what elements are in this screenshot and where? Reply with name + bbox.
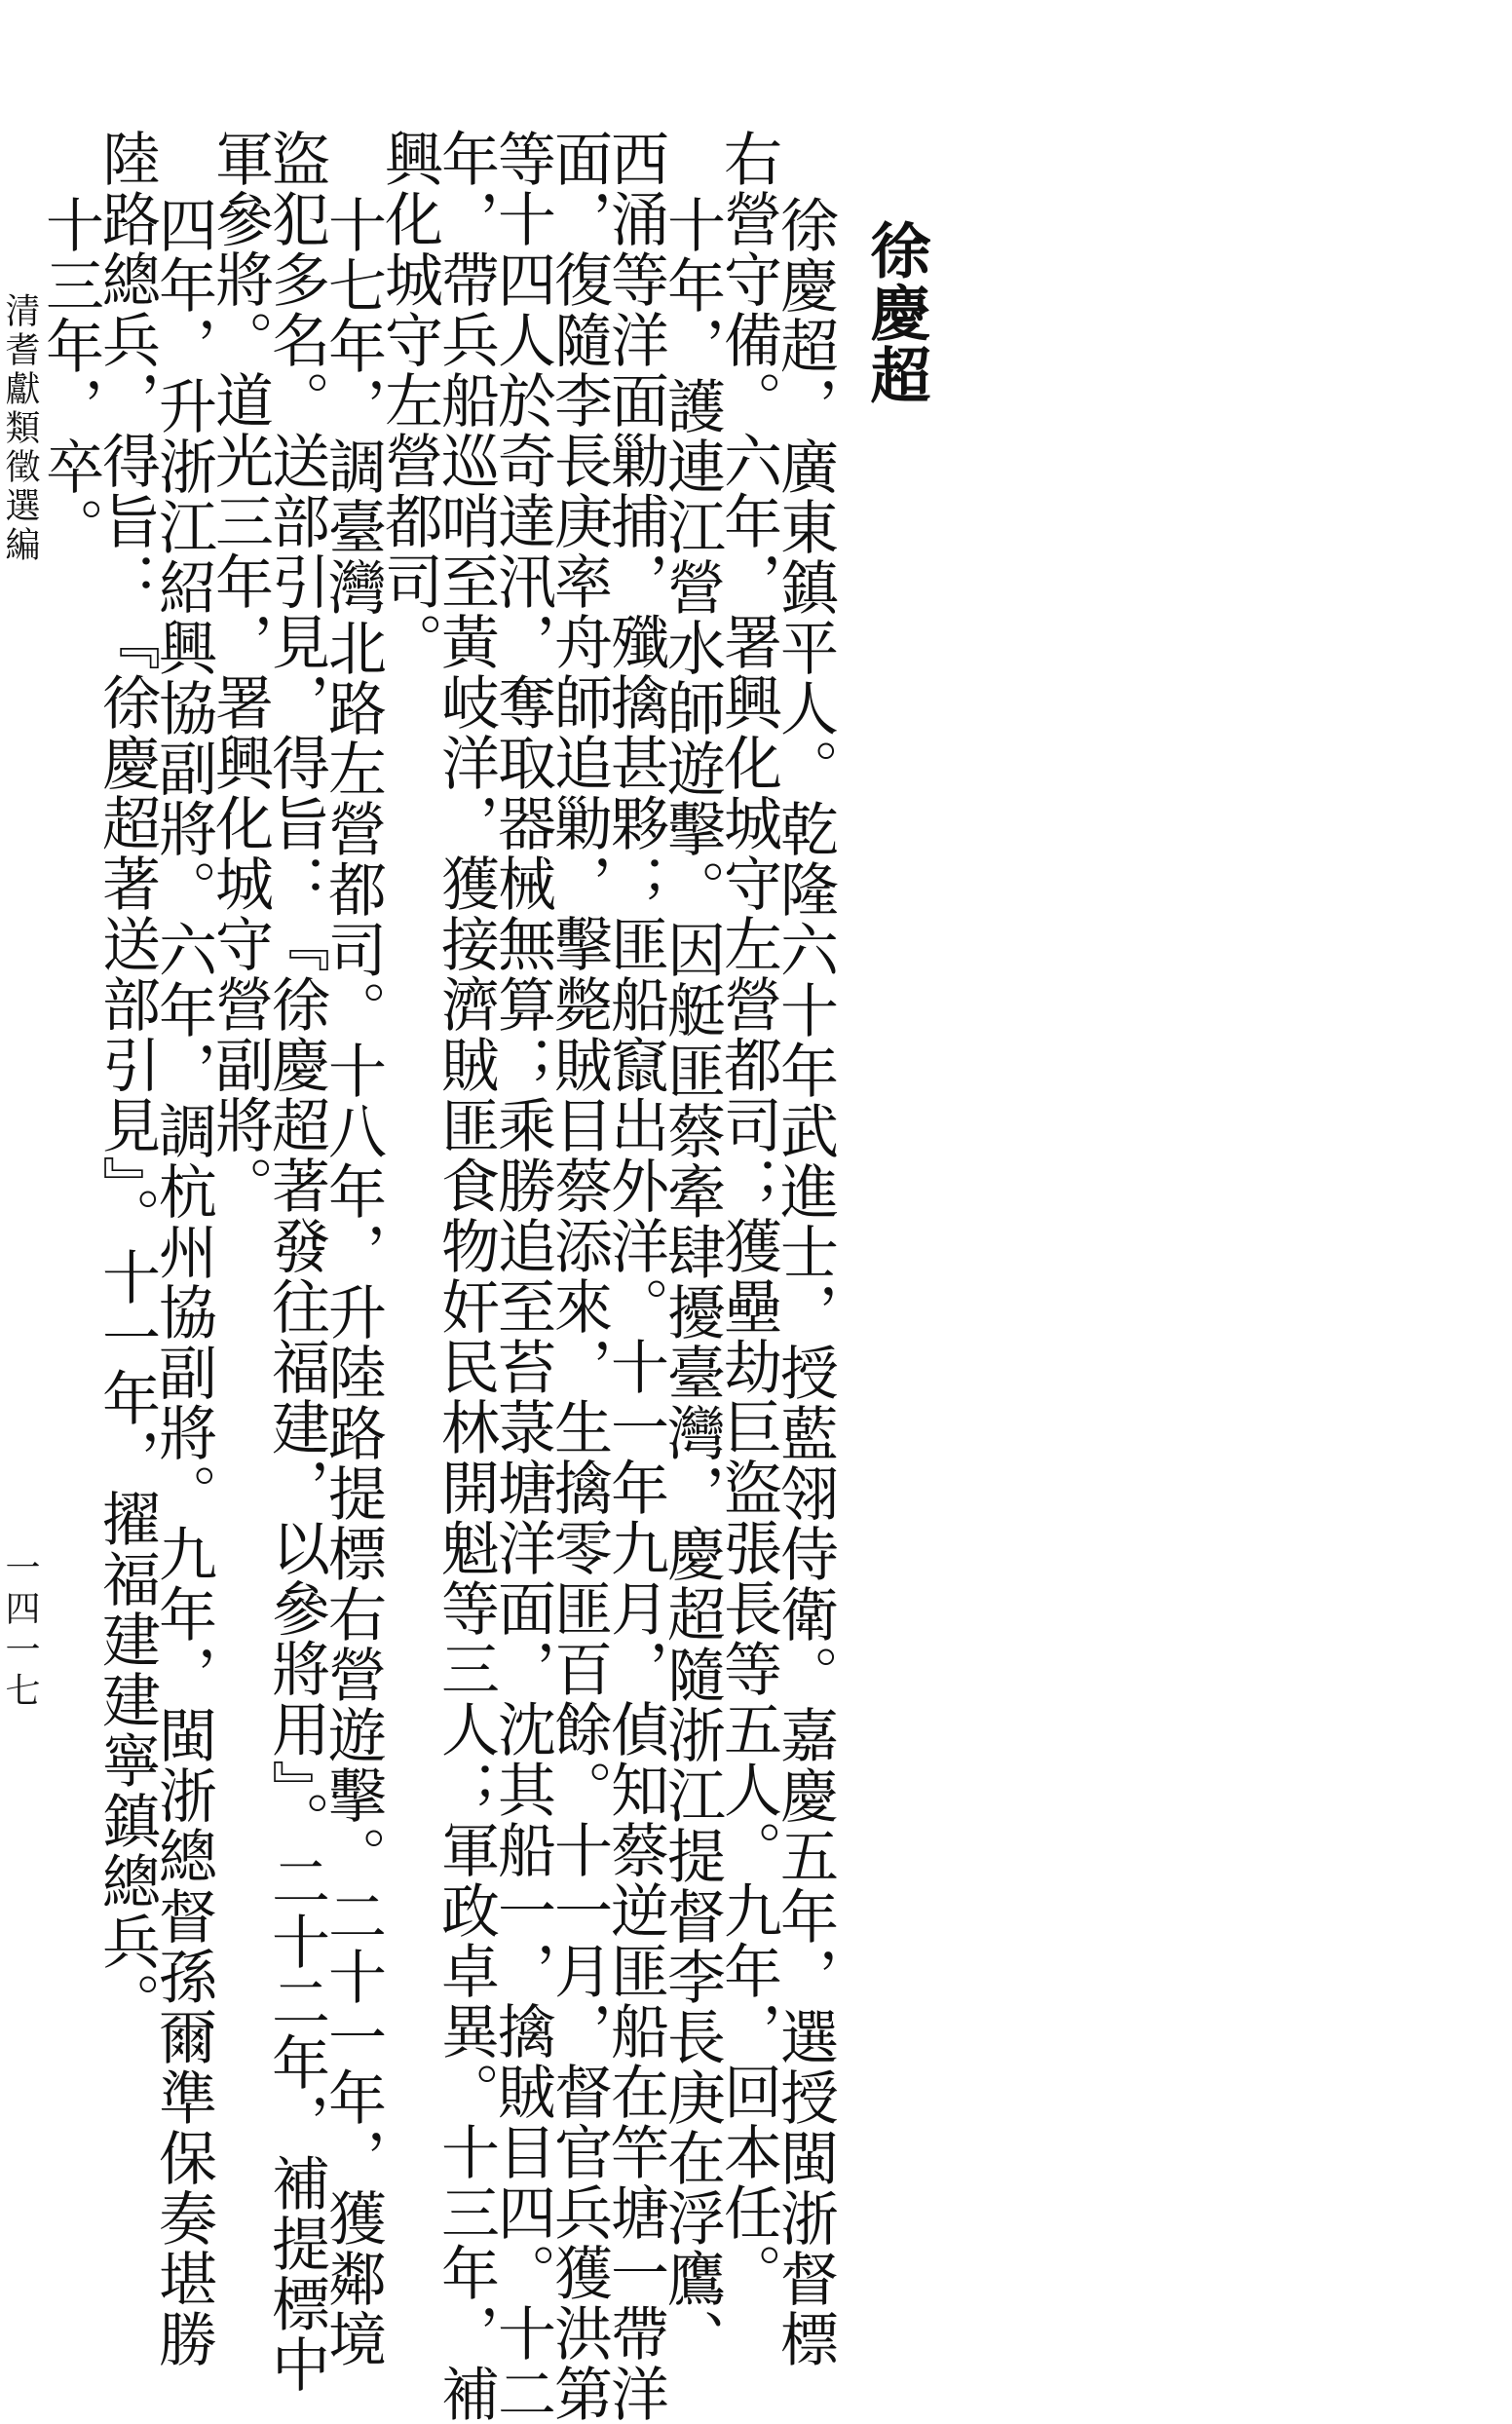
text-column: 十年，護連江營水師遊擊。因艇匪蔡牽肆擾臺灣，慶超隨浙江提督李長庚在浮鷹、 (658, 195, 726, 2369)
text-column: 西涌等洋面勦捕，殲擒甚夥；匪船竄出外洋。十一年九月，偵知蔡逆匪船在竿塘一帶洋 (601, 129, 669, 2424)
text-column: 右營守備。六年，署興化城守左營都司；獲壘劫巨盜張長等五人。九年，回本任。 (714, 129, 782, 2303)
text-column: 盜犯多名。送部引見，得旨：『徐慶超著發往福建，以參將用』。二十二年，補提標中 (262, 129, 330, 2395)
text-column: 軍參將。道光三年，署興化城守營副將。 (206, 129, 274, 1216)
text-column: 十七年，調臺灣北路左營都司。十八年，升陸路提標右營遊擊。二十一年，獲鄰境 (319, 195, 387, 2369)
text-column: 等十四人於奇達汛，奪取器械無算；乘勝追至苔菉塘洋面，沈其船一，擒賊目四。十二 (488, 129, 556, 2424)
text-column: 徐慶超，廣東鎮平人。乾隆六十年武進士，授藍翎侍衛。嘉慶五年，選授閩浙督標 (771, 195, 839, 2369)
text-column: 面，復隨李長庚率舟師追勦，擊斃賊目蔡添來，生擒零匪百餘。十一月，督官兵獲洪第 (545, 129, 613, 2424)
text-column: 陸路總兵，得旨：『徐慶超著送部引見』。十一年，擢福建建寧鎮總兵。 (93, 129, 161, 2032)
text-column: 年，帶兵船巡哨至黃岐洋，獲接濟賊匪食物奸民林開魁等三人；軍政卓異。十三年，補 (432, 129, 500, 2424)
text-column: 十三年，卒。 (36, 195, 104, 557)
book-title: 清耆獻類徵選編 (0, 292, 40, 565)
text-column: 興化城守左營都司。 (375, 129, 443, 672)
page-title: 徐慶超 (860, 219, 931, 406)
text-column: 四年，升浙江紹興協副將。六年，調杭州協副將。九年，閩浙總督孫爾準保奏堪勝 (149, 195, 217, 2369)
page-number: 一四一七 (0, 1549, 40, 1713)
